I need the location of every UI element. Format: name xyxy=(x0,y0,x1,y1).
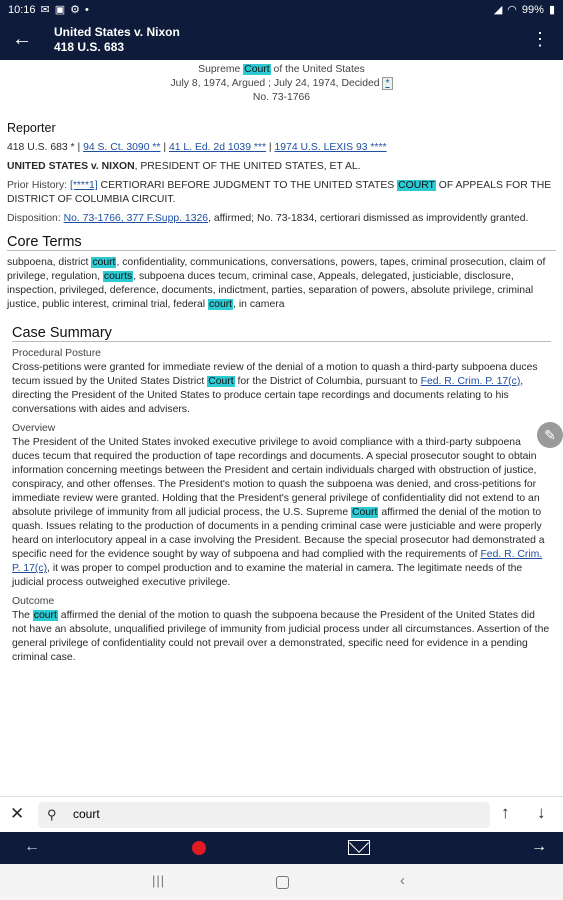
overview-label: Overview xyxy=(12,423,56,434)
parties-line: UNITED STATES v. NIXON, PRESIDENT OF THE UNITED STATES, ET AL. xyxy=(7,161,361,172)
battery-icon: ▮ xyxy=(548,4,555,16)
mail-icon[interactable] xyxy=(348,840,370,855)
status-bar xyxy=(0,0,563,20)
home-icon[interactable] xyxy=(276,876,289,889)
search-icon: ⚲ xyxy=(47,807,57,822)
edit-pencil-icon[interactable]: ✎ xyxy=(537,422,563,448)
rule-link[interactable]: Fed. R. Crim. P. 17(c) xyxy=(12,549,543,574)
page-title: United States v. Nixon xyxy=(54,25,180,39)
search-highlight: court xyxy=(92,257,116,268)
search-highlight: court xyxy=(33,610,57,621)
outcome-label: Outcome xyxy=(12,596,55,607)
case-summary-heading: Case Summary xyxy=(12,325,112,341)
court-line: Supreme Court of the United States xyxy=(198,64,365,75)
docket-number: No. 73-1766 xyxy=(252,92,311,103)
document-content[interactable] xyxy=(0,60,563,796)
system-nav xyxy=(0,864,563,900)
outcome-text: The court affirmed the denial of the motion to quash the subpoena because the President of the United States did not have an absolute, unqualified privilege of immunity from judicial process under all circumstances. Assertion of the general privilege of confidentiality could not prevail over a demonstrated, specific need for evidence in a pending criminal case. xyxy=(12,610,550,663)
recent-apps-icon[interactable]: ||| xyxy=(152,873,166,888)
system-back-icon[interactable]: ‹ xyxy=(400,872,405,889)
dates-line: July 8, 1974, Argued ; July 24, 1974, Decided * xyxy=(0,77,563,91)
citation-link[interactable]: 94 S. Ct. 3090 ** xyxy=(83,142,161,153)
nav-forward-arrow-icon[interactable]: → xyxy=(531,838,547,855)
search-highlight: court xyxy=(208,299,233,310)
citation-link[interactable]: 41 L. Ed. 2d 1039 *** xyxy=(168,142,267,153)
citation-line: 418 U.S. 683 * | 94 S. Ct. 3090 ** | 41 L. Ed. 2d 1039 *** | 1974 U.S. LEXIS 93 **** xyxy=(7,142,387,153)
find-input[interactable] xyxy=(71,806,475,822)
bottom-nav xyxy=(0,832,563,864)
app-bar xyxy=(0,20,563,60)
email-icon: ✉ xyxy=(40,4,50,16)
settings-icon: ⚙ xyxy=(70,4,81,16)
search-highlight: Court xyxy=(244,64,270,75)
search-highlight: courts xyxy=(103,271,133,282)
find-bar xyxy=(0,796,563,833)
footnote-link[interactable]: * xyxy=(382,77,392,90)
rule-link[interactable]: Fed. R. Crim. P. 17(c) xyxy=(420,376,521,387)
back-arrow-icon[interactable]: ← xyxy=(12,28,32,50)
time: 10:16 xyxy=(8,3,36,16)
find-field[interactable] xyxy=(38,802,490,828)
core-terms-text: subpoena, district court, confidentiality, communications, conversations, powers, tapes, criminal prosecution, claim of privilege, regulation, courts, subpoena duces tecum, criminal case, Appeals, delegated, justiciable, disclosure, inspection, privileged, deference, documents, indictment, parties, separation of powers, absolute privilege, criminal justice, public interest, criminal trial, federal court, in camera xyxy=(7,257,546,310)
arrow-up-icon[interactable]: ↑ xyxy=(501,803,510,822)
dot-icon: • xyxy=(85,3,89,16)
overview-text: The President of the United States invoked executive privilege to avoid compliance with a third-party subpoena duces tecum that required the production of tape recordings and documents. A special prosecutor sought to obtain information concerning meetings between the President and certain individuals charged with obstruction of justice, conspiracy, and other offenses. The President's motion to quash the subpoena was denied, and cross-petitions for immediate review were granted. Holding that the President's general privilege of confidentiality did not extend to an absolute privilege of immunity from all judicial process, the U.S. Supreme Court affirmed the denial of the motion to quash. Issues relating to the production of documents in a pending criminal case were justiciable and were properly heard on interlocutory appeal in a case involving the President. Because the special prosecutor had demonstrated a specific need for the evidence sought by way of subpoena and had complied with the requirements of Fed. R. Crim. P. 17(c), it was proper to compel production and to examine the material in camera. The legitimate needs of the judicial process outweighed executive privilege. xyxy=(12,437,545,588)
page-subtitle: 418 U.S. 683 xyxy=(54,40,125,54)
nav-back-arrow-icon[interactable]: ← xyxy=(24,838,40,855)
core-terms-heading: Core Terms xyxy=(7,234,82,250)
prior-history: Prior History: [****1] CERTIORARI BEFORE JUDGMENT TO THE UNITED STATES COURT OF APPEALS FOR THE DISTRICT OF COLUMBIA CIRCUIT. xyxy=(7,180,552,205)
signal-icon: ◢ xyxy=(493,4,503,16)
more-vertical-icon[interactable]: ⋮ xyxy=(531,29,549,49)
citation-link[interactable]: 1974 U.S. LEXIS 93 **** xyxy=(274,142,387,153)
search-highlight: COURT xyxy=(398,180,435,191)
search-highlight: Court xyxy=(352,507,378,518)
reporter-heading: Reporter xyxy=(7,121,56,135)
battery-level: 99% xyxy=(521,3,544,16)
search-highlight: Court xyxy=(208,376,234,387)
wifi-icon: ◠ xyxy=(507,4,517,16)
disposition: Disposition: No. 73-1766, 377 F.Supp. 1326, affirmed; No. 73-1834, certiorari dismissed as improvidently granted. xyxy=(7,213,529,224)
image-icon: ▣ xyxy=(54,4,66,16)
disposition-link[interactable]: No. 73-1766, 377 F.Supp. 1326 xyxy=(63,213,209,224)
close-icon[interactable]: ✕ xyxy=(10,804,25,823)
arrow-down-icon[interactable]: ↓ xyxy=(537,803,546,822)
prior-history-link[interactable]: [****1] xyxy=(69,180,98,191)
procedural-posture-label: Procedural Posture xyxy=(12,348,101,359)
procedural-posture-text: Cross-petitions were granted for immediate review of the denial of a motion to quash a third-party subpoena duces tecum issued by the United States District Court for the District of Columbia, pursuant to Fed. R. Crim. P. 17(c), directing the President of the United States to produce certain tape recordings and documents relating to his conversations with aides and advisers. xyxy=(12,362,538,415)
record-icon[interactable] xyxy=(192,841,206,855)
